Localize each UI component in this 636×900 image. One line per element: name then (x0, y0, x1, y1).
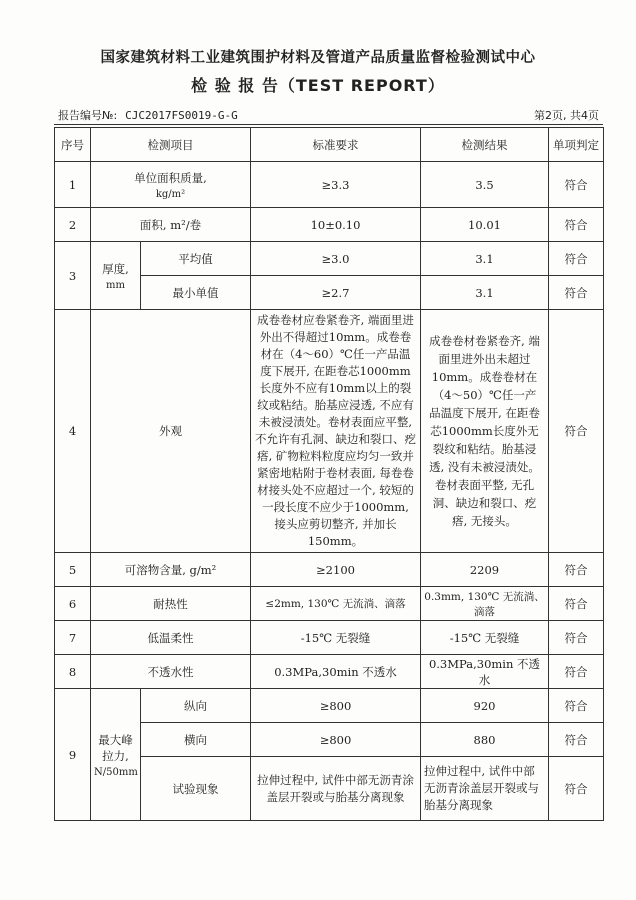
row-item: 低温柔性 (91, 621, 251, 655)
row-subitem: 最小单值 (141, 276, 251, 310)
row-item: 可溶物含量, g/m² (91, 553, 251, 587)
row-requirement: -15℃ 无裂缝 (251, 621, 421, 655)
row-item (91, 689, 141, 821)
header-rule (54, 124, 603, 125)
row-result: 3.1 (421, 242, 549, 276)
table-row (55, 655, 604, 689)
table-row (55, 587, 604, 621)
report-number (58, 107, 238, 123)
row-subitem: 平均值 (141, 242, 251, 276)
row-verdict: 符合 (549, 655, 604, 689)
table-row (55, 310, 604, 553)
test-results-table (54, 127, 604, 821)
row-item (91, 242, 141, 310)
row-item: 外观 (91, 310, 251, 553)
row-subitem: 横向 (141, 723, 251, 757)
row-result: 0.3MPa,30min 不透水 (421, 655, 549, 689)
table-row (55, 208, 604, 242)
item-name-line2: 拉力, (102, 748, 129, 763)
page-info: 第2页, 共4页 (534, 109, 599, 122)
row-no: 3 (55, 242, 91, 310)
row-result: 920 (421, 689, 549, 723)
row-no: 5 (55, 553, 91, 587)
row-requirement: 成卷卷材应卷紧卷齐, 端面里进外出不得超过10mm。成卷卷材在（4～60）℃任一产品温度下展开, 在距卷芯1000mm长度外不应有10mm以上的裂纹或粘结。胎基应浸透, 不应有未被浸渍处。卷材表面应平整, 不允许有孔洞、缺边和裂口、疙瘩, 矿物粒料粒度应均匀一致并紧密地粘附于卷材表面, 每卷卷材接头处不应超过一个, 较短的一段长度不应少于1000mm, 接头应剪切整齐, 并加长150mm。 (251, 310, 421, 553)
row-requirement: 10±0.10 (251, 208, 421, 242)
table-row (55, 621, 604, 655)
row-result: 成卷卷材卷紧卷齐, 端面里进外出未超过10mm。成卷卷材在（4～50）℃任一产品温度下展开, 在距卷芯1000mm长度外无裂纹和粘结。胎基浸透, 没有未被浸渍处。卷材表面平整, 无孔洞、缺边和裂口、疙瘩, 无接头。 (421, 310, 549, 553)
row-no: 8 (55, 655, 91, 689)
item-name-line1: 最大峰 (98, 732, 133, 747)
row-result: 拉伸过程中, 试件中部无沥青涂盖层开裂或与胎基分离现象 (421, 757, 549, 821)
row-verdict: 符合 (549, 276, 604, 310)
row-item (91, 162, 251, 208)
row-subitem: 试验现象 (141, 757, 251, 821)
table-row (55, 553, 604, 587)
item-unit: mm (106, 279, 125, 291)
row-verdict: 符合 (549, 723, 604, 757)
row-result: -15℃ 无裂缝 (421, 621, 549, 655)
row-verdict: 符合 (549, 757, 604, 821)
report-number-value: CJC2017FS0019-G-G (125, 109, 238, 122)
report-number-label: 报告编号№: (58, 109, 118, 122)
item-name: 厚度, (102, 261, 129, 276)
row-verdict: 符合 (549, 621, 604, 655)
row-no: 4 (55, 310, 91, 553)
row-result: 10.01 (421, 208, 549, 242)
row-result: 2209 (421, 553, 549, 587)
row-no: 7 (55, 621, 91, 655)
col-header-result: 检测结果 (421, 128, 549, 162)
row-requirement: ≥800 (251, 723, 421, 757)
col-header-requirement: 标准要求 (251, 128, 421, 162)
row-verdict: 符合 (549, 208, 604, 242)
row-verdict: 符合 (549, 689, 604, 723)
row-item: 不透水性 (91, 655, 251, 689)
row-subitem: 纵向 (141, 689, 251, 723)
row-result: 0.3mm, 130℃ 无流淌、滴落 (421, 587, 549, 621)
row-item: 耐热性 (91, 587, 251, 621)
row-verdict: 符合 (549, 162, 604, 208)
table-header-row (55, 128, 604, 162)
col-header-item: 检测项目 (91, 128, 251, 162)
row-item: 面积, m²/卷 (91, 208, 251, 242)
row-requirement: ≥3.0 (251, 242, 421, 276)
row-result: 3.1 (421, 276, 549, 310)
row-result: 3.5 (421, 162, 549, 208)
item-name: 单位面积质量, (134, 170, 207, 185)
row-requirement: ≥3.3 (251, 162, 421, 208)
row-no: 9 (55, 689, 91, 821)
item-unit: N/50mm (94, 766, 138, 778)
row-requirement: ≥2100 (251, 553, 421, 587)
row-requirement: 0.3MPa,30min 不透水 (251, 655, 421, 689)
table-row (55, 689, 604, 723)
org-title: 国家建筑材料工业建筑围护材料及管道产品质量监督检验测试中心 (100, 50, 536, 66)
row-requirement: 拉伸过程中, 试件中部无沥青涂盖层开裂或与胎基分离现象 (251, 757, 421, 821)
row-verdict: 符合 (549, 587, 604, 621)
row-requirement: ≥2.7 (251, 276, 421, 310)
row-requirement: ≤2mm, 130℃ 无流淌、滴落 (251, 587, 421, 621)
row-requirement: ≥800 (251, 689, 421, 723)
table-row (55, 162, 604, 208)
col-header-no: 序号 (55, 128, 91, 162)
row-verdict: 符合 (549, 242, 604, 276)
report-title: 检 验 报 告（TEST REPORT） (191, 76, 445, 95)
row-verdict: 符合 (549, 553, 604, 587)
row-verdict: 符合 (549, 310, 604, 553)
row-no: 1 (55, 162, 91, 208)
row-no: 2 (55, 208, 91, 242)
col-header-verdict: 单项判定 (549, 128, 604, 162)
table-row (55, 242, 604, 276)
report-meta (58, 107, 599, 123)
item-unit: kg/m² (155, 188, 186, 200)
row-no: 6 (55, 587, 91, 621)
row-result: 880 (421, 723, 549, 757)
